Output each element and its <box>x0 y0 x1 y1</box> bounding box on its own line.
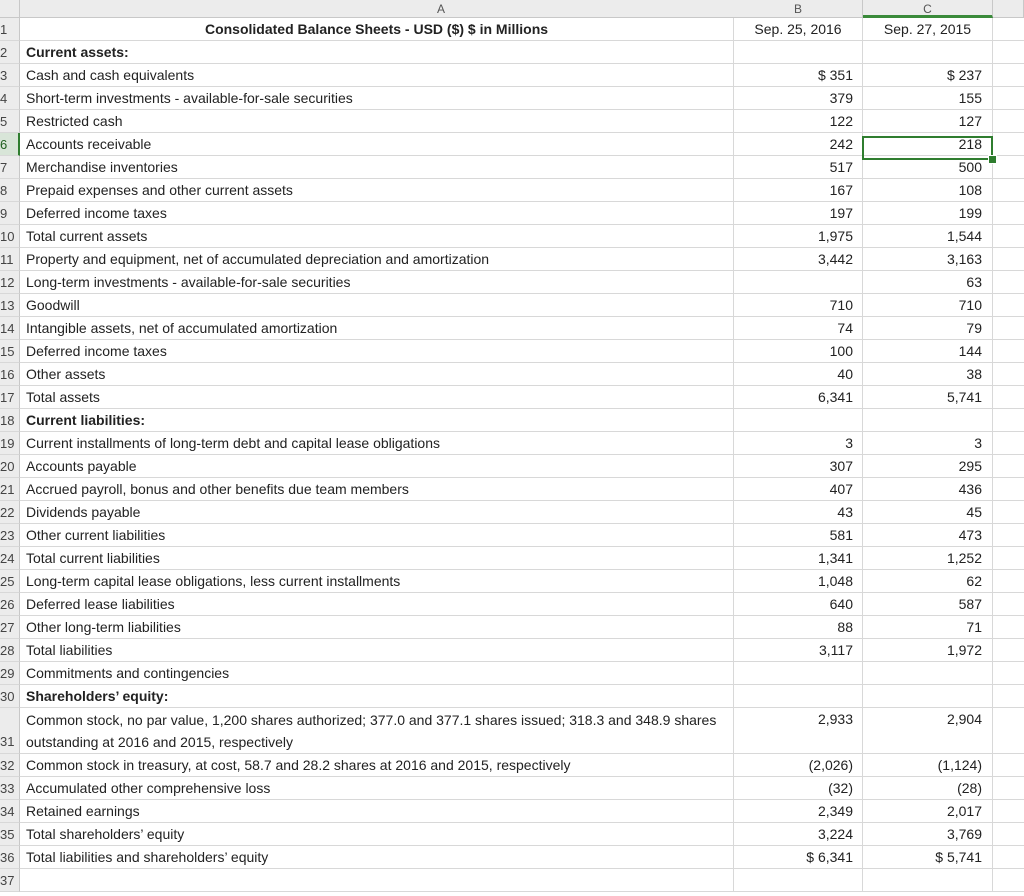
value-2015-cell[interactable]: 218 <box>863 133 993 156</box>
value-2016-cell[interactable]: 1,341 <box>734 547 863 570</box>
row-label-cell[interactable]: Current liabilities: <box>20 409 734 432</box>
row-label-cell[interactable]: Common stock in treasury, at cost, 58.7 and 28.2 shares at 2016 and 2015, respectively <box>20 754 734 777</box>
header-row <box>0 18 1024 41</box>
empty-cell[interactable] <box>993 432 1024 455</box>
empty-cell[interactable] <box>993 363 1024 386</box>
row-number[interactable]: 35 <box>0 823 20 846</box>
table-row <box>0 547 1024 570</box>
value-2015-cell[interactable]: 2,904 <box>863 708 993 754</box>
value-2015-cell[interactable]: 436 <box>863 478 993 501</box>
value-2016-cell[interactable]: 3,224 <box>734 823 863 846</box>
empty-cell[interactable] <box>993 133 1024 156</box>
table-row <box>0 685 1024 708</box>
row-number[interactable]: 12 <box>0 271 20 294</box>
select-all-corner[interactable] <box>0 0 20 18</box>
empty-cell[interactable] <box>993 202 1024 225</box>
row-number[interactable]: 33 <box>0 777 20 800</box>
row-label-cell[interactable]: Short-term investments - available-for-sale securities <box>20 87 734 110</box>
row-number[interactable]: 28 <box>0 639 20 662</box>
row-number[interactable]: 23 <box>0 524 20 547</box>
value-2016-cell[interactable]: 122 <box>734 110 863 133</box>
table-row <box>0 754 1024 777</box>
table-row <box>0 455 1024 478</box>
empty-cell[interactable] <box>993 524 1024 547</box>
row-label-cell[interactable]: Commitments and contingencies <box>20 662 734 685</box>
row-label-cell[interactable]: Other long-term liabilities <box>20 616 734 639</box>
empty-cell[interactable] <box>993 225 1024 248</box>
table-row <box>0 202 1024 225</box>
value-2016-cell[interactable]: 43 <box>734 501 863 524</box>
empty-cell[interactable] <box>993 340 1024 363</box>
value-2015-cell[interactable]: 710 <box>863 294 993 317</box>
row-number[interactable]: 5 <box>0 110 20 133</box>
value-2016-cell[interactable]: 3,442 <box>734 248 863 271</box>
value-2015-cell[interactable]: 1,972 <box>863 639 993 662</box>
value-2016-cell[interactable]: 197 <box>734 202 863 225</box>
row-label-cell[interactable]: Cash and cash equivalents <box>20 64 734 87</box>
table-row <box>0 363 1024 386</box>
row-number[interactable]: 6 <box>0 133 20 156</box>
value-2016-cell[interactable] <box>734 869 863 892</box>
empty-cell[interactable] <box>993 754 1024 777</box>
table-row <box>0 41 1024 64</box>
row-label-cell[interactable]: Other assets <box>20 363 734 386</box>
value-2015-cell[interactable]: 5,741 <box>863 386 993 409</box>
row-label-cell[interactable]: Total current assets <box>20 225 734 248</box>
value-2015-cell[interactable]: 63 <box>863 271 993 294</box>
table-row <box>0 294 1024 317</box>
value-2016-cell[interactable]: $ 351 <box>734 64 863 87</box>
value-2016-cell[interactable]: 6,341 <box>734 386 863 409</box>
row-number[interactable]: 27 <box>0 616 20 639</box>
table-row <box>0 800 1024 823</box>
row-label-cell[interactable]: Prepaid expenses and other current assets <box>20 179 734 202</box>
empty-cell[interactable] <box>993 869 1024 892</box>
value-2016-cell[interactable]: 2,933 <box>734 708 863 754</box>
empty-cell[interactable] <box>993 294 1024 317</box>
row-number[interactable]: 24 <box>0 547 20 570</box>
row-number[interactable]: 29 <box>0 662 20 685</box>
table-row <box>0 317 1024 340</box>
row-number[interactable]: 14 <box>0 317 20 340</box>
row-label-cell[interactable] <box>20 869 734 892</box>
row-label-cell[interactable]: Shareholders’ equity: <box>20 685 734 708</box>
table-row <box>0 248 1024 271</box>
value-2015-cell[interactable]: 38 <box>863 363 993 386</box>
value-2015-cell[interactable]: 62 <box>863 570 993 593</box>
value-2015-cell[interactable]: 199 <box>863 202 993 225</box>
row-number[interactable]: 18 <box>0 409 20 432</box>
empty-cell[interactable] <box>993 823 1024 846</box>
empty-cell[interactable] <box>993 639 1024 662</box>
row-label-cell[interactable]: Deferred income taxes <box>20 340 734 363</box>
empty-cell[interactable] <box>993 777 1024 800</box>
value-2016-cell[interactable]: 517 <box>734 156 863 179</box>
row-label-cell[interactable]: Common stock, no par value, 1,200 shares authorized; 377.0 and 377.1 shares issued; 318.3 and 348.9 shares outstanding at 2016 and 2015, respectively <box>20 708 734 754</box>
value-2016-cell[interactable]: 307 <box>734 455 863 478</box>
row-number[interactable]: 11 <box>0 248 20 271</box>
row-number[interactable]: 32 <box>0 754 20 777</box>
value-2015-cell[interactable]: $ 237 <box>863 64 993 87</box>
row-number[interactable]: 4 <box>0 87 20 110</box>
value-2015-cell[interactable]: (28) <box>863 777 993 800</box>
row-number[interactable]: 13 <box>0 294 20 317</box>
empty-cell[interactable] <box>993 685 1024 708</box>
table-row <box>0 823 1024 846</box>
value-2016-cell[interactable]: 1,048 <box>734 570 863 593</box>
value-2015-cell[interactable]: 45 <box>863 501 993 524</box>
value-2015-cell[interactable]: 500 <box>863 156 993 179</box>
table-row <box>0 409 1024 432</box>
empty-cell[interactable] <box>993 593 1024 616</box>
table-row <box>0 662 1024 685</box>
empty-cell[interactable] <box>993 41 1024 64</box>
row-label-cell[interactable]: Accounts receivable <box>20 133 734 156</box>
column-header-a[interactable]: A <box>20 0 863 18</box>
row-label-cell[interactable]: Deferred lease liabilities <box>20 593 734 616</box>
column-header-d[interactable] <box>993 0 1024 18</box>
value-2016-cell[interactable]: 1,975 <box>734 225 863 248</box>
fill-handle[interactable] <box>988 155 997 164</box>
table-row <box>0 340 1024 363</box>
value-2016-cell[interactable]: (2,026) <box>734 754 863 777</box>
value-2016-cell[interactable] <box>734 271 863 294</box>
value-2016-cell[interactable]: 710 <box>734 294 863 317</box>
value-2015-cell[interactable]: 1,252 <box>863 547 993 570</box>
row-label-cell[interactable]: Long-term capital lease obligations, less current installments <box>20 570 734 593</box>
value-2016-cell[interactable]: 379 <box>734 87 863 110</box>
value-2016-cell[interactable]: 242 <box>734 133 863 156</box>
value-2015-cell[interactable] <box>863 685 993 708</box>
empty-cell[interactable] <box>993 110 1024 133</box>
row-number[interactable]: 3 <box>0 64 20 87</box>
row-number[interactable]: 30 <box>0 685 20 708</box>
table-row <box>0 225 1024 248</box>
empty-cell[interactable] <box>993 501 1024 524</box>
column-c-date-cell[interactable]: Sep. 27, 2015 <box>863 18 993 41</box>
row-number[interactable]: 9 <box>0 202 20 225</box>
value-2015-cell[interactable]: 144 <box>863 340 993 363</box>
empty-cell[interactable] <box>993 708 1024 754</box>
row-label-cell[interactable]: Current assets: <box>20 41 734 64</box>
sheet-title-cell[interactable]: Consolidated Balance Sheets - USD ($) $ in Millions <box>20 18 734 41</box>
empty-cell[interactable] <box>993 662 1024 685</box>
column-b-date-cell[interactable]: Sep. 25, 2016 <box>734 18 863 41</box>
row-number[interactable]: 7 <box>0 156 20 179</box>
table-row <box>0 524 1024 547</box>
row-label-cell[interactable]: Property and equipment, net of accumulated depreciation and amortization <box>20 248 734 271</box>
empty-cell[interactable] <box>993 87 1024 110</box>
row-label-cell[interactable]: Accumulated other comprehensive loss <box>20 777 734 800</box>
row-number[interactable]: 2 <box>0 41 20 64</box>
row-number[interactable]: 37 <box>0 869 20 892</box>
empty-cell[interactable] <box>993 64 1024 87</box>
row-number[interactable]: 36 <box>0 846 20 869</box>
empty-cell[interactable] <box>993 455 1024 478</box>
row-number[interactable]: 10 <box>0 225 20 248</box>
row-label-cell[interactable]: Current installments of long-term debt and capital lease obligations <box>20 432 734 455</box>
row-label-cell[interactable]: Merchandise inventories <box>20 156 734 179</box>
table-row <box>0 110 1024 133</box>
value-2016-cell[interactable]: 74 <box>734 317 863 340</box>
table-row <box>0 432 1024 455</box>
row-label-cell[interactable]: Accrued payroll, bonus and other benefits due team members <box>20 478 734 501</box>
row-label-cell[interactable]: Deferred income taxes <box>20 202 734 225</box>
value-2015-cell[interactable]: 1,544 <box>863 225 993 248</box>
empty-cell[interactable] <box>993 271 1024 294</box>
value-2015-cell[interactable]: 3,769 <box>863 823 993 846</box>
value-2016-cell[interactable]: 407 <box>734 478 863 501</box>
value-2016-cell[interactable]: 40 <box>734 363 863 386</box>
empty-cell[interactable] <box>993 179 1024 202</box>
table-row <box>0 156 1024 179</box>
row-label-cell[interactable]: Retained earnings <box>20 800 734 823</box>
value-2015-cell[interactable]: 473 <box>863 524 993 547</box>
value-2016-cell[interactable] <box>734 41 863 64</box>
row-label-cell[interactable]: Total shareholders’ equity <box>20 823 734 846</box>
table-row <box>0 593 1024 616</box>
value-2015-cell[interactable]: 155 <box>863 87 993 110</box>
row-label-cell[interactable]: Goodwill <box>20 294 734 317</box>
table-row <box>0 777 1024 800</box>
row-label-cell[interactable]: Total liabilities <box>20 639 734 662</box>
column-header-c[interactable]: C <box>863 0 993 18</box>
value-2016-cell[interactable]: $ 6,341 <box>734 846 863 869</box>
row-label-cell[interactable]: Total assets <box>20 386 734 409</box>
empty-cell[interactable] <box>993 478 1024 501</box>
value-2015-cell[interactable]: $ 5,741 <box>863 846 993 869</box>
row-number[interactable]: 19 <box>0 432 20 455</box>
row-label-cell[interactable]: Restricted cash <box>20 110 734 133</box>
empty-cell[interactable] <box>993 156 1024 179</box>
value-2015-cell[interactable] <box>863 869 993 892</box>
value-2016-cell[interactable]: 3,117 <box>734 639 863 662</box>
value-2016-cell[interactable]: 3 <box>734 432 863 455</box>
empty-cell[interactable] <box>993 547 1024 570</box>
empty-cell[interactable] <box>993 386 1024 409</box>
row-number[interactable]: 16 <box>0 363 20 386</box>
column-header-b[interactable]: B <box>734 0 863 18</box>
row-label-cell[interactable]: Other current liabilities <box>20 524 734 547</box>
row-label-cell[interactable]: Accounts payable <box>20 455 734 478</box>
empty-cell[interactable] <box>993 317 1024 340</box>
table-row <box>0 478 1024 501</box>
table-row <box>0 133 1024 156</box>
table-row <box>0 64 1024 87</box>
value-2016-cell[interactable]: 167 <box>734 179 863 202</box>
value-2016-cell[interactable]: (32) <box>734 777 863 800</box>
row-number[interactable]: 21 <box>0 478 20 501</box>
table-row <box>0 869 1024 892</box>
value-2015-cell[interactable] <box>863 409 993 432</box>
value-2015-cell[interactable]: 587 <box>863 593 993 616</box>
value-2016-cell[interactable] <box>734 685 863 708</box>
value-2015-cell[interactable]: 3 <box>863 432 993 455</box>
row-number[interactable]: 34 <box>0 800 20 823</box>
table-row <box>0 179 1024 202</box>
value-2016-cell[interactable] <box>734 662 863 685</box>
empty-cell[interactable] <box>993 248 1024 271</box>
value-2015-cell[interactable]: 79 <box>863 317 993 340</box>
table-row <box>0 708 1024 750</box>
value-2015-cell[interactable] <box>863 41 993 64</box>
empty-cell[interactable] <box>993 409 1024 432</box>
table-row <box>0 616 1024 639</box>
value-2016-cell[interactable]: 100 <box>734 340 863 363</box>
row-number[interactable]: 26 <box>0 593 20 616</box>
value-2015-cell[interactable]: 295 <box>863 455 993 478</box>
empty-cell[interactable] <box>993 18 1024 41</box>
value-2016-cell[interactable]: 88 <box>734 616 863 639</box>
row-number[interactable]: 8 <box>0 179 20 202</box>
empty-cell[interactable] <box>993 846 1024 869</box>
row-label-cell[interactable]: Long-term investments - available-for-sale securities <box>20 271 734 294</box>
value-2016-cell[interactable] <box>734 409 863 432</box>
empty-cell[interactable] <box>993 616 1024 639</box>
row-number[interactable]: 15 <box>0 340 20 363</box>
table-row <box>0 386 1024 409</box>
value-2015-cell[interactable]: 3,163 <box>863 248 993 271</box>
value-2015-cell[interactable]: (1,124) <box>863 754 993 777</box>
empty-cell[interactable] <box>993 800 1024 823</box>
row-number[interactable]: 25 <box>0 570 20 593</box>
value-2016-cell[interactable]: 2,349 <box>734 800 863 823</box>
row-number[interactable]: 20 <box>0 455 20 478</box>
value-2015-cell[interactable]: 71 <box>863 616 993 639</box>
table-row <box>0 846 1024 869</box>
row-label-cell[interactable]: Total liabilities and shareholders’ equity <box>20 846 734 869</box>
value-2015-cell[interactable] <box>863 662 993 685</box>
table-row <box>0 570 1024 593</box>
row-label-cell[interactable]: Total current liabilities <box>20 547 734 570</box>
value-2016-cell[interactable]: 581 <box>734 524 863 547</box>
row-number[interactable]: 22 <box>0 501 20 524</box>
table-row <box>0 639 1024 662</box>
table-row <box>0 87 1024 110</box>
table-row <box>0 501 1024 524</box>
row-number[interactable]: 31 <box>0 708 20 754</box>
value-2015-cell[interactable]: 127 <box>863 110 993 133</box>
row-label-cell[interactable]: Dividends payable <box>20 501 734 524</box>
value-2015-cell[interactable]: 108 <box>863 179 993 202</box>
table-row <box>0 271 1024 294</box>
empty-cell[interactable] <box>993 570 1024 593</box>
row-label-cell[interactable]: Intangible assets, net of accumulated amortization <box>20 317 734 340</box>
value-2015-cell[interactable]: 2,017 <box>863 800 993 823</box>
row-number[interactable]: 1 <box>0 18 20 41</box>
value-2016-cell[interactable]: 640 <box>734 593 863 616</box>
row-number[interactable]: 17 <box>0 386 20 409</box>
